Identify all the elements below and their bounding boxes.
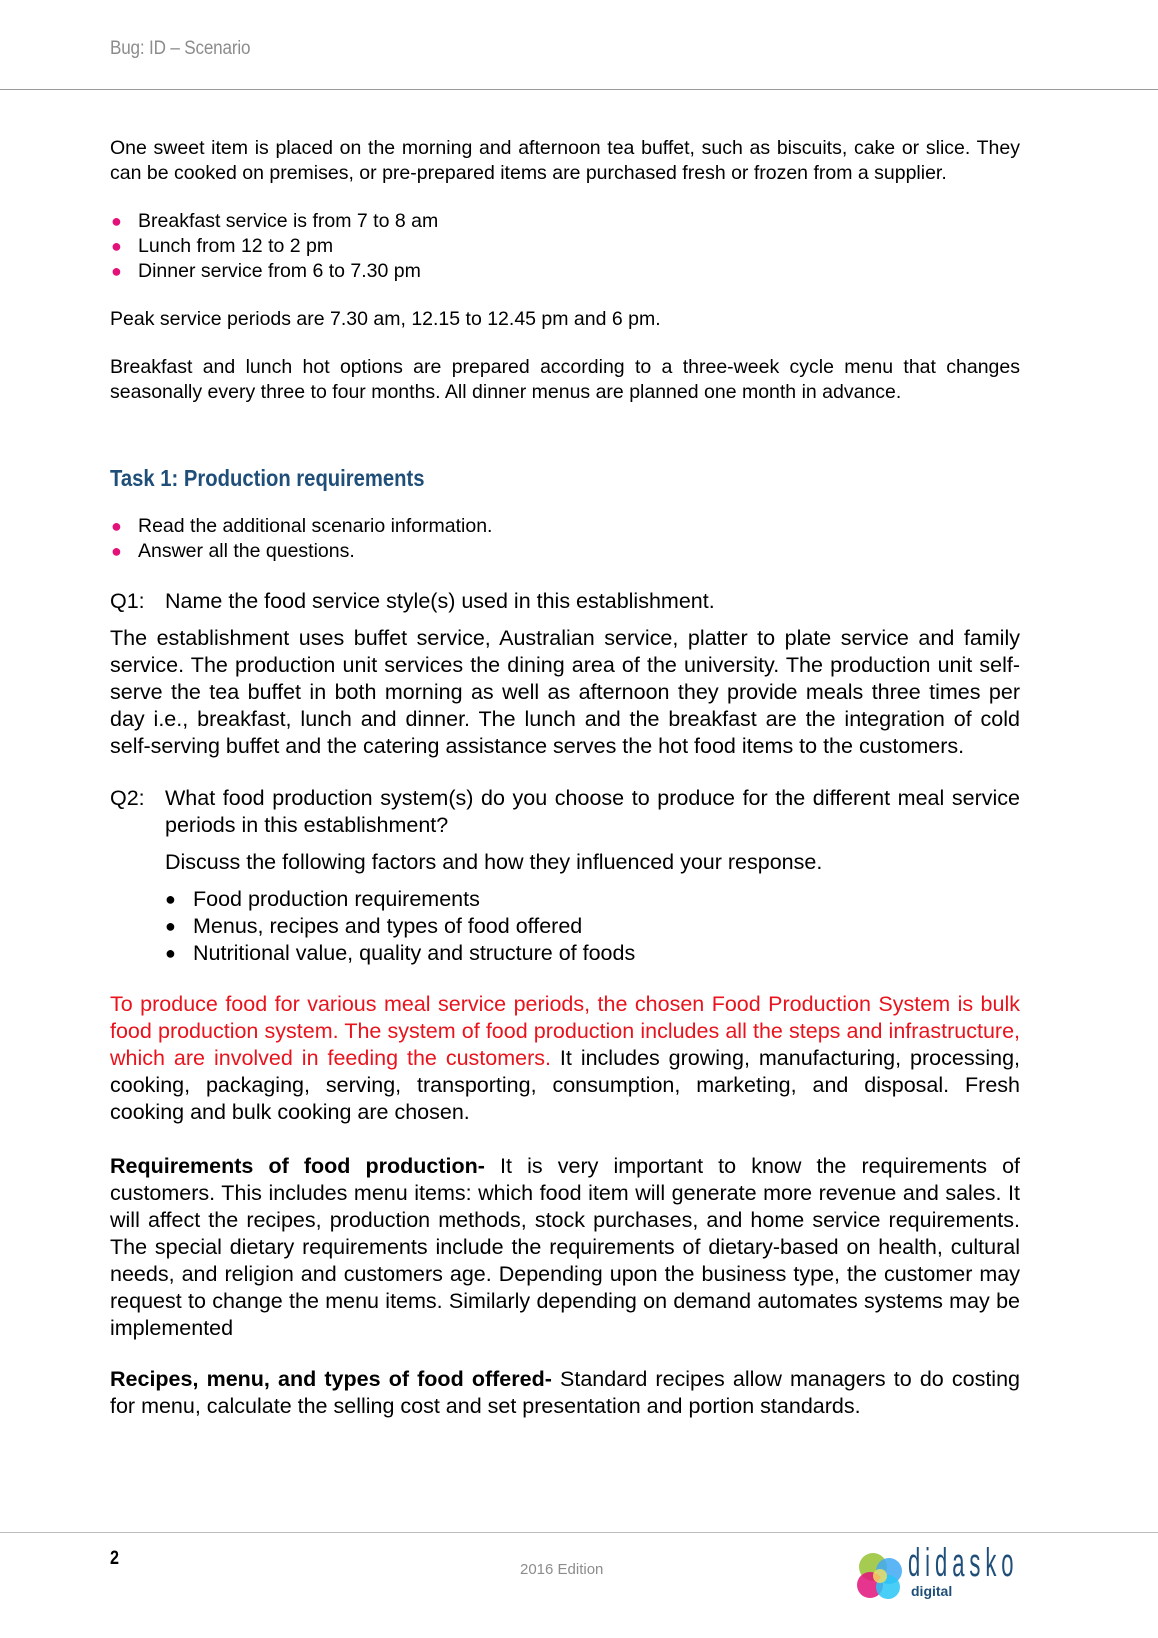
bullet-icon: ● <box>111 516 122 536</box>
recipes-paragraph: Recipes, menu, and types of food offered- Standard recipes allow managers to do costing for menu, calculate the selling cost and set presentation and portion standards. <box>110 1367 1021 1418</box>
list-item: ● Food production requirements <box>165 887 480 911</box>
list-item: ● Dinner service from 6 to 7.30 pm <box>111 260 421 282</box>
intro-paragraph: One sweet item is placed on the morning and afternoon tea buffet, such as biscuits, cake or slice. They can be cooked on premises, or pre-prepared items are purchased fresh or frozen from a supplier. <box>110 137 1020 184</box>
header-title: Bug: ID – Scenario <box>110 38 251 59</box>
answer-highlight: To produce food for various meal service periods, the chosen Food Production System is bulk food production system. The system of food production includes all the steps and infrastructure, which are involved in feeding the customers. <box>110 992 1020 1070</box>
recipes-label: Recipes, menu, and types of food offered- <box>110 1367 552 1391</box>
question-1 <box>110 588 1020 615</box>
bullet-icon: ● <box>165 916 176 936</box>
bullet-icon: ● <box>165 943 176 963</box>
question-number: Q1: <box>110 589 145 613</box>
requirements-paragraph: Requirements of food production- It is very important to know the requirements of customers. This includes menu items: which food item will generate more revenue and sales. It will affect the recipes, production methods, stock purchases, and home service requirements. The special dietary requirements include the requirements of dietary-based on health, cultural needs, and religion and customers age. Depending upon the business type, the customer may request to change the menu items. Similarly depending on demand automates systems may be implemented <box>110 1154 1020 1340</box>
list-item: ● Read the additional scenario information. <box>111 515 493 537</box>
page-content <box>110 136 1020 1420</box>
edition-label: 2016 Edition <box>520 1561 604 1578</box>
bullet-icon: ● <box>111 541 122 561</box>
task-instructions-list <box>110 514 1020 564</box>
question-text: Name the food service style(s) used in this establishment. <box>165 589 715 613</box>
list-item: ● Menus, recipes and types of food offered <box>165 914 583 938</box>
list-item: ● Nutritional value, quality and structure of foods <box>165 941 636 965</box>
answer-1: The establishment uses buffet service, Australian service, platter to plate service and family service. The production unit services the dining area of the university. The production unit self-serve the tea buffet in both morning as well as afternoon they provide meals three times per day i.e., breakfast, lunch and dinner. The lunch and the breakfast are the integration of cold self-serving buffet and the catering assistance serves the hot food items to the customers. <box>110 626 1020 758</box>
question-2 <box>110 785 1020 839</box>
logo-circles-icon <box>853 1549 909 1605</box>
list-item: ● Answer all the questions. <box>111 540 355 562</box>
requirements-label: Requirements of food production- <box>110 1154 485 1178</box>
list-item: ● Lunch from 12 to 2 pm <box>111 235 334 257</box>
question-text: What food production system(s) do you choose to produce for the different meal service periods in this establishment? <box>165 786 1020 837</box>
list-item: ● Breakfast service is from 7 to 8 am <box>111 210 439 232</box>
task-heading: Task 1: Production requirements <box>110 465 425 491</box>
discuss-instruction: Discuss the following factors and how they influenced your response. <box>165 850 823 874</box>
header-divider <box>0 89 1158 90</box>
bullet-icon: ● <box>111 211 122 231</box>
bullet-icon: ● <box>165 889 176 909</box>
didasko-logo <box>853 1543 1033 1611</box>
peak-periods-text: Peak service periods are 7.30 am, 12.15 to 12.45 pm and 6 pm. <box>110 308 661 330</box>
bullet-icon: ● <box>111 261 122 281</box>
footer-divider <box>0 1532 1158 1533</box>
bullet-icon: ● <box>111 236 122 256</box>
service-times-list <box>110 209 1020 284</box>
factors-list <box>110 886 1020 967</box>
answer-2-system: To produce food for various meal service periods, the chosen Food Production System is bulk food production system. The system of food production includes all the steps and infrastructure, which are involved in feeding the customers. It includes growing, manufacturing, processing, cooking, packaging, serving, transporting, consumption, marketing, and disposal. Fresh cooking and bulk cooking are chosen. <box>110 992 1021 1124</box>
page-number: 2 <box>110 1548 119 1569</box>
menu-cycle-paragraph: Breakfast and lunch hot options are prepared according to a three-week cycle menu that changes seasonally every three to four months. All dinner menus are planned one month in advance. <box>110 356 1020 403</box>
logo-subtext: digital <box>911 1583 953 1599</box>
question-number: Q2: <box>110 786 145 810</box>
logo-wordmark: didasko <box>908 1541 1019 1585</box>
